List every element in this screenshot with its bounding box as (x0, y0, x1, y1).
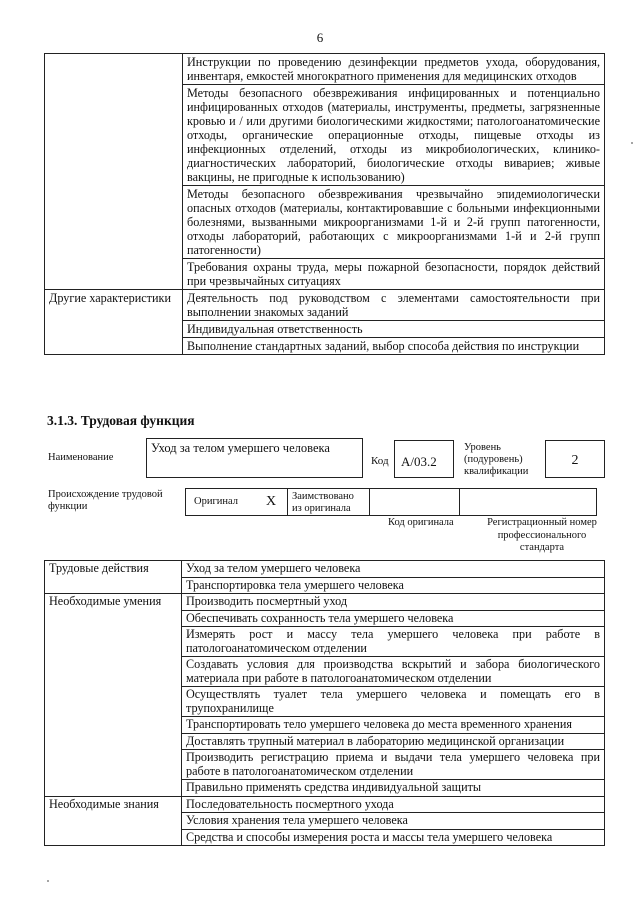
table-row (45, 796, 605, 813)
group-label: Необходимые знания (45, 796, 182, 846)
characteristic-item: Выполнение стандартных заданий, выбор способа действия по инструкции (183, 338, 605, 355)
origin-code-caption: Код оригинала (388, 517, 454, 528)
knowledge-item: Методы безопасного обезвреживания чрезвычайно эпидемиологически опасных отходов (материалы, контактировавшие с больными инфекционными болезнями, вызванными микроорганизмами 1-й и 2-й групп патогенности, отходы лабораторий, работающих с микроорганизмами 1-й и 2-й групп патогенности) (183, 186, 605, 259)
list-item: Производить посмертный уход (182, 594, 605, 611)
characteristic-item: Деятельность под руководством с элементами самостоятельности при выполнении знакомых заданий (183, 290, 605, 321)
reg-number-caption: Регистрационный номер профессионального стандарта (487, 517, 597, 553)
table-row (45, 594, 605, 611)
original-label: Оригинал (194, 496, 238, 507)
function-name-box: Уход за телом умершего человека (146, 438, 363, 478)
scan-speck (47, 880, 49, 882)
list-item: Уход за телом умершего человека (182, 561, 605, 578)
list-item: Осуществлять туалет тела умершего человека и помещать его в трупохранилище (182, 687, 605, 717)
level-label: Уровень (подуровень) квалификации (464, 442, 529, 477)
other-characteristics-label: Другие характеристики (45, 290, 183, 355)
section-title: 3.1.3. Трудовая функция (47, 413, 195, 428)
origin-code-cell (369, 488, 460, 516)
list-item: Последовательность посмертного ухода (182, 796, 605, 813)
list-item: Правильно применять средства индивидуальной защиты (182, 780, 605, 797)
table-row (45, 54, 605, 85)
list-item: Средства и способы измерения роста и массы тела умершего человека (182, 829, 605, 846)
list-item: Условия хранения тела умершего человека (182, 813, 605, 830)
borrowed-cell: Заимствовано из оригинала (287, 488, 370, 516)
original-cell (185, 488, 288, 516)
characteristic-item: Индивидуальная ответственность (183, 321, 605, 338)
original-mark: X (266, 494, 277, 509)
list-item: Транспортировка тела умершего человека (182, 577, 605, 594)
page-number: 6 (316, 30, 324, 45)
knowledge-table-continued (44, 53, 605, 355)
scan-speck (631, 142, 633, 144)
list-item: Создавать условия для производства вскрытий и забора биологического материала при работе в патологоанатомическом отделении (182, 657, 605, 687)
table-row (45, 290, 605, 321)
list-item: Транспортировать тело умершего человека до места временного хранения (182, 717, 605, 734)
knowledge-item: Методы безопасного обезвреживания инфицированных и потенциально инфицированных отходов (материалы, инструменты, предметы, загрязненные кровью и / или другими биологическими жидкостями; патологоанатомические отходы, органические операционные отходы, пищевые отходы из инфекционных отделений, отходы из микробиологических, клинико-диагностических лабораторий, биологические отходы вивариев; живые вакцины, не пригодные к использованию) (183, 85, 605, 186)
group-label: Необходимые умения (45, 594, 182, 797)
table-row (45, 561, 605, 578)
knowledge-item: Требования охраны труда, меры пожарной безопасности, порядок действий при чрезвычайных ситуациях (183, 259, 605, 290)
group-label: Трудовые действия (45, 561, 182, 594)
row-label-cell (45, 54, 183, 290)
knowledge-item: Инструкции по проведению дезинфекции предметов ухода, оборудования, инвентаря, емкостей многократного применения для медицинских отходов (183, 54, 605, 85)
level-value-box: 2 (545, 440, 605, 478)
origin-label: Происхождение трудовой функции (48, 489, 163, 512)
labor-function-table (44, 560, 605, 846)
code-value-box: А/03.2 (394, 440, 454, 478)
reg-number-cell (459, 488, 597, 516)
origin-row (186, 488, 597, 516)
list-item: Обеспечивать сохранность тела умершего человека (182, 610, 605, 627)
list-item: Доставлять трупный материал в лабораторию медицинской организации (182, 733, 605, 750)
code-label: Код (371, 455, 389, 467)
list-item: Производить регистрацию приема и выдачи тела умершего человека при работе в патологоанатомическом отделении (182, 750, 605, 780)
name-label: Наименование (48, 452, 114, 463)
list-item: Измерять рост и массу тела умершего человека при работе в патологоанатомическом отделении (182, 627, 605, 657)
